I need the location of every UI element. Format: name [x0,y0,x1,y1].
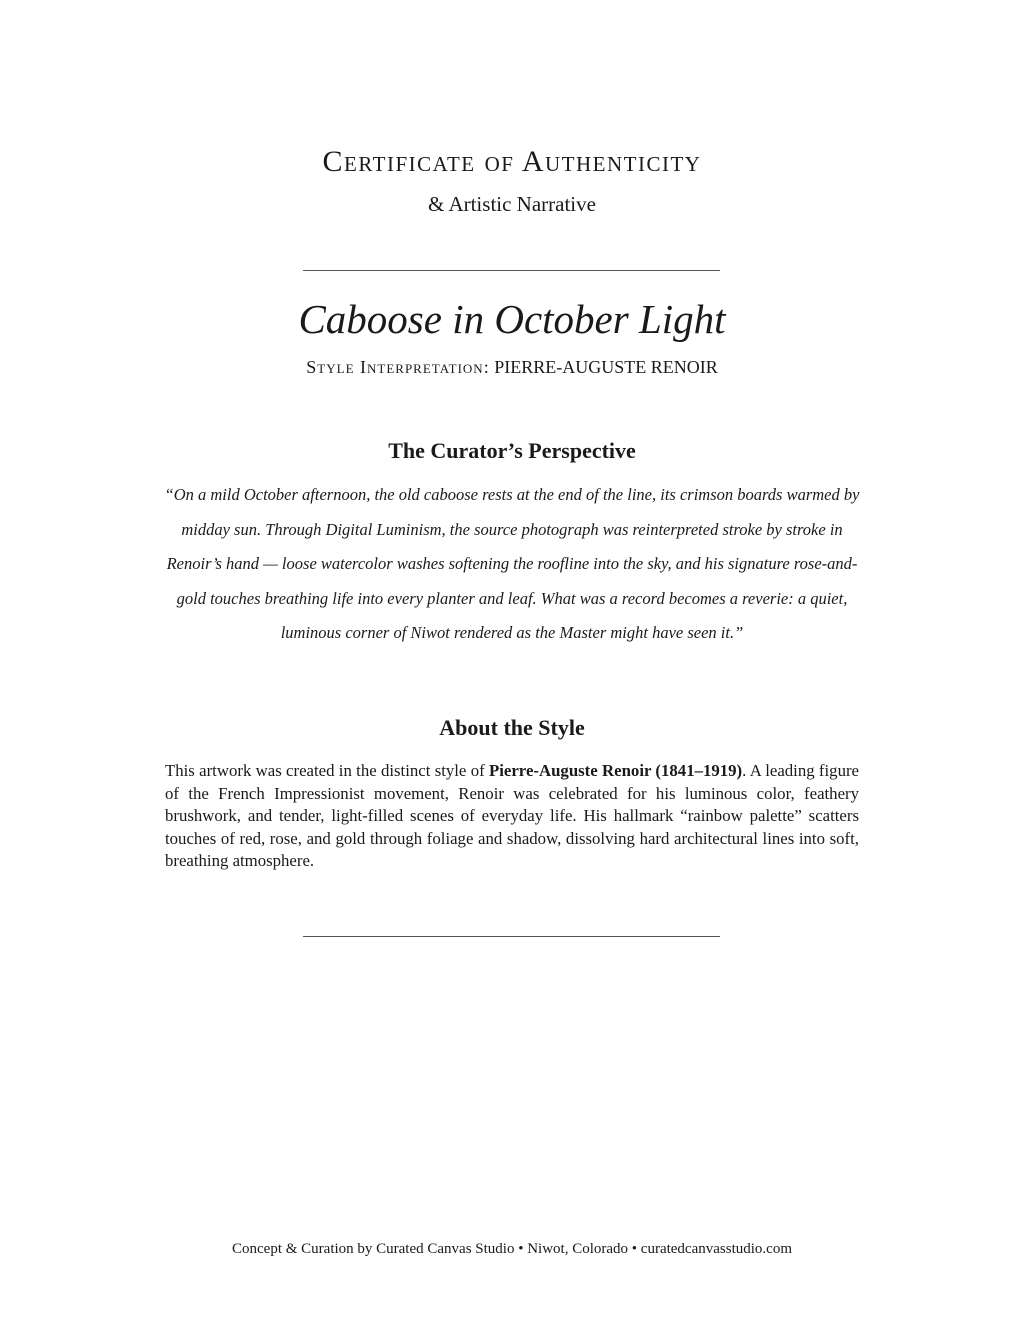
bottom-divider [303,936,720,937]
about-intro: This artwork was created in the distinct style of [165,761,489,780]
certificate-title: Certificate of Authenticity [322,145,702,178]
artwork-title: Caboose in October Light [298,296,726,342]
style-interpretation [0,355,1024,379]
footer-credit: Concept & Curation by Curated Canvas Studio • Niwot, Colorado • curatedcanvasstudio.com [232,1241,792,1257]
about-style-paragraph [165,760,859,873]
about-artist-name: Pierre-Auguste Renoir (1841–1919) [488,761,743,780]
curator-heading: The Curator’s Perspective [388,438,636,463]
about-body: . A leading figure of the French Impressionist movement, Renoir was celebrated for his luminous color, feathery brushwork, and tender, light-filled scenes of everyday life. His hallmark “rainbow palette” scatters touches of red, rose, and gold through foliage and shadow, dissolving hard architectural lines into soft, breathing atmosphere. [165,761,859,870]
about-style-heading: About the Style [439,715,585,740]
top-divider [303,270,720,271]
curator-quote: “On a mild October afternoon, the old caboose rests at the end of the line, its crimson boards warmed by midday sun. Through Digital Luminism, the source photograph was reinterpreted stroke by stroke in Renoir’s hand — loose watercolor washes softening the roofline into the sky, and his signature rose-and-gold touches breathing life into every planter and leaf. What was a record becomes a reverie: a quiet, luminous corner of Niwot rendered as the Master might have seen it.” [164,485,860,642]
style-interpretation-value: PIERRE-AUGUSTE RENOIR [494,357,718,377]
style-interpretation-label: Style Interpretation: [306,357,490,377]
certificate-subtitle: & Artistic Narrative [428,192,596,216]
